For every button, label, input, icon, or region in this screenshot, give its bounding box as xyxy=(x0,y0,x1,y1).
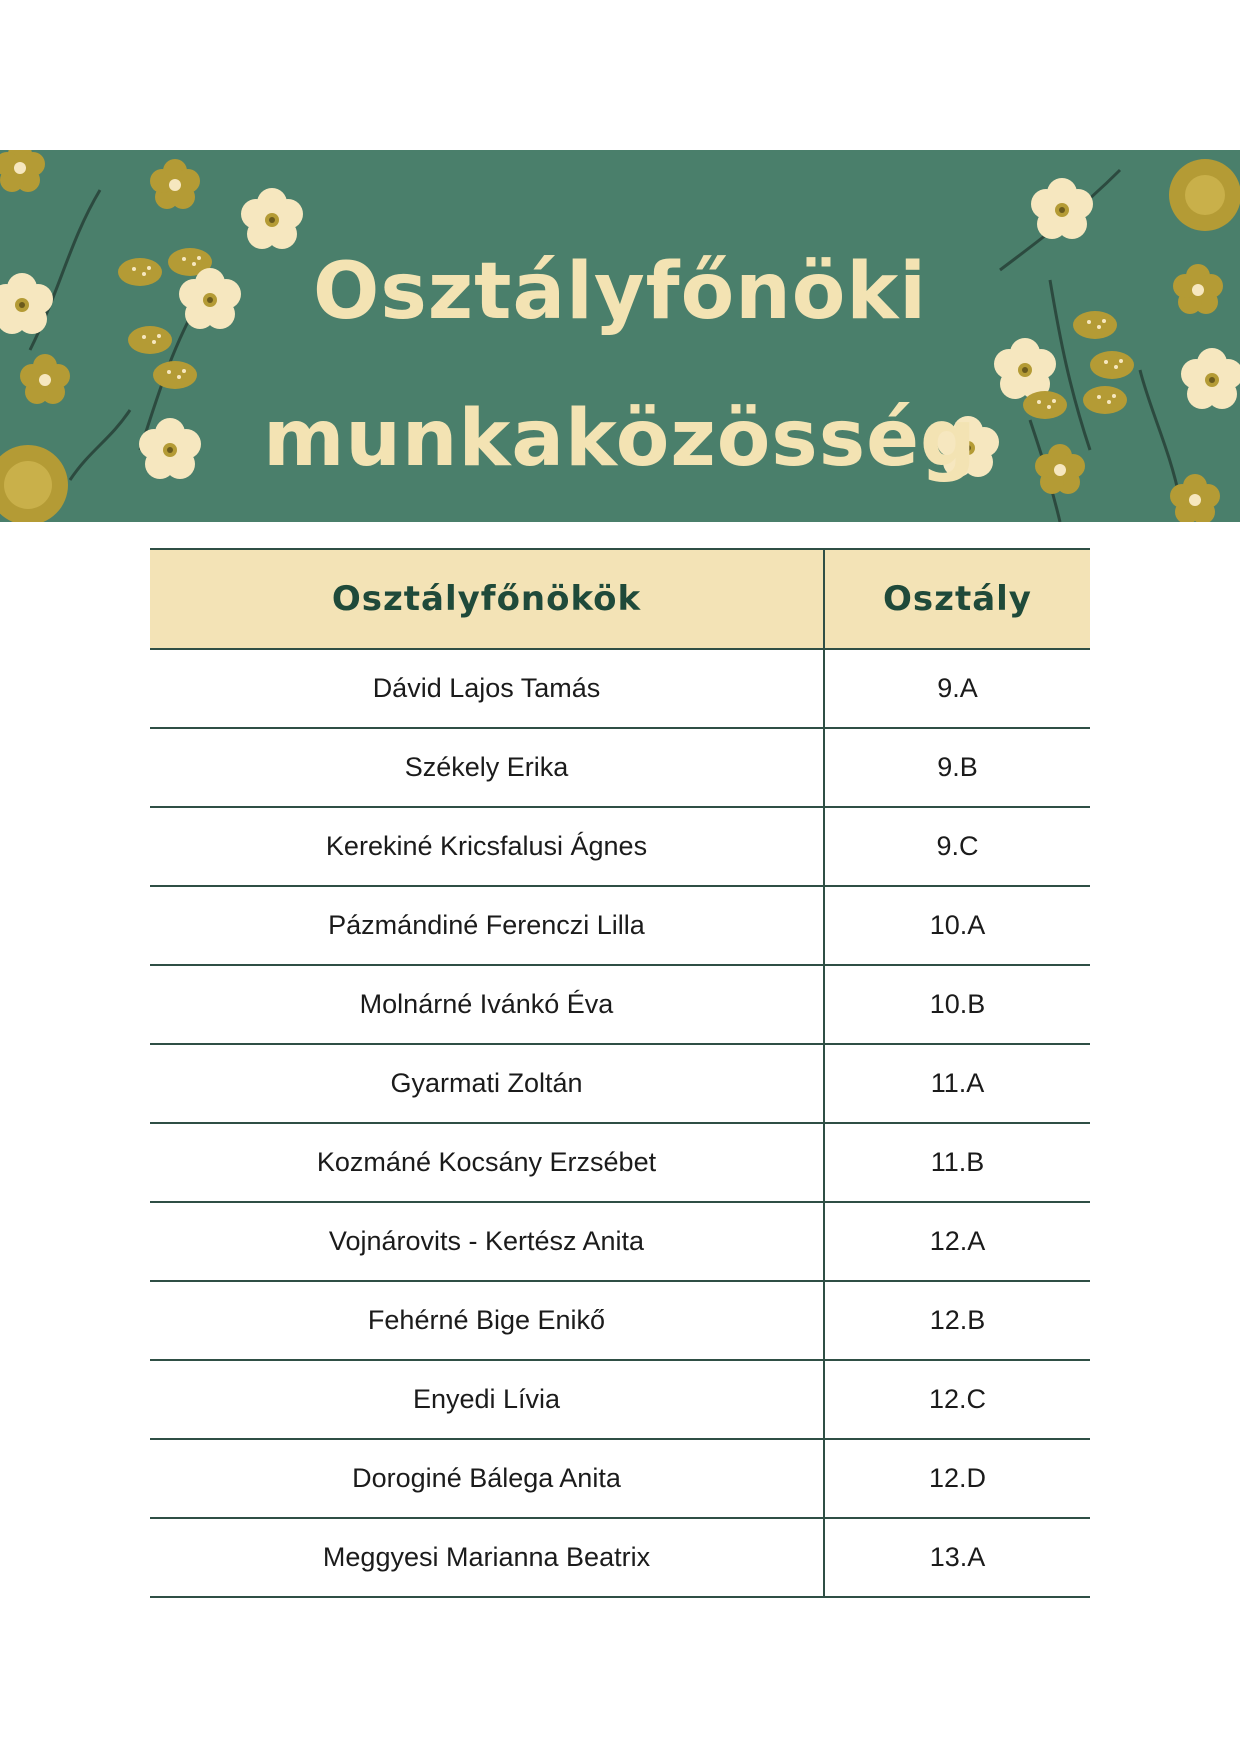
teacher-name-cell: Doroginé Bálega Anita xyxy=(150,1439,824,1518)
teacher-name-cell: Kerekiné Kricsfalusi Ágnes xyxy=(150,807,824,886)
table-row xyxy=(150,1281,1090,1360)
column-header-teachers: Osztályfőnökök xyxy=(150,549,824,649)
class-cell: 11.B xyxy=(824,1123,1090,1202)
class-cell: 11.A xyxy=(824,1044,1090,1123)
teacher-name-cell: Vojnárovits - Kertész Anita xyxy=(150,1202,824,1281)
teacher-name-cell: Gyarmati Zoltán xyxy=(150,1044,824,1123)
table-header-row xyxy=(150,549,1090,649)
table-row xyxy=(150,1202,1090,1281)
table-row xyxy=(150,807,1090,886)
teacher-name-cell: Pázmándiné Ferenczi Lilla xyxy=(150,886,824,965)
table-row xyxy=(150,1360,1090,1439)
class-cell: 9.A xyxy=(824,649,1090,728)
teacher-name-cell: Fehérné Bige Enikő xyxy=(150,1281,824,1360)
class-cell: 9.B xyxy=(824,728,1090,807)
class-teacher-table xyxy=(150,548,1090,1598)
class-cell: 13.A xyxy=(824,1518,1090,1597)
teacher-name-cell: Székely Erika xyxy=(150,728,824,807)
class-cell: 12.B xyxy=(824,1281,1090,1360)
table-row xyxy=(150,1123,1090,1202)
page-title-line-2: munkaközösség xyxy=(263,394,977,484)
table-row xyxy=(150,965,1090,1044)
teacher-name-cell: Enyedi Lívia xyxy=(150,1360,824,1439)
page-title-line-1: Osztályfőnöki xyxy=(313,247,927,337)
class-cell: 10.A xyxy=(824,886,1090,965)
table-row xyxy=(150,649,1090,728)
teacher-name-cell: Meggyesi Marianna Beatrix xyxy=(150,1518,824,1597)
teacher-name-cell: Dávid Lajos Tamás xyxy=(150,649,824,728)
table-row xyxy=(150,1518,1090,1597)
teacher-name-cell: Molnárné Ivánkó Éva xyxy=(150,965,824,1044)
class-cell: 10.B xyxy=(824,965,1090,1044)
column-header-class: Osztály xyxy=(824,549,1090,649)
header-banner xyxy=(0,150,1240,522)
class-cell: 12.C xyxy=(824,1360,1090,1439)
class-cell: 12.D xyxy=(824,1439,1090,1518)
table-row xyxy=(150,1439,1090,1518)
teacher-name-cell: Kozmáné Kocsány Erzsébet xyxy=(150,1123,824,1202)
class-cell: 9.C xyxy=(824,807,1090,886)
class-cell: 12.A xyxy=(824,1202,1090,1281)
table-row xyxy=(150,1044,1090,1123)
table-row xyxy=(150,728,1090,807)
table-row xyxy=(150,886,1090,965)
